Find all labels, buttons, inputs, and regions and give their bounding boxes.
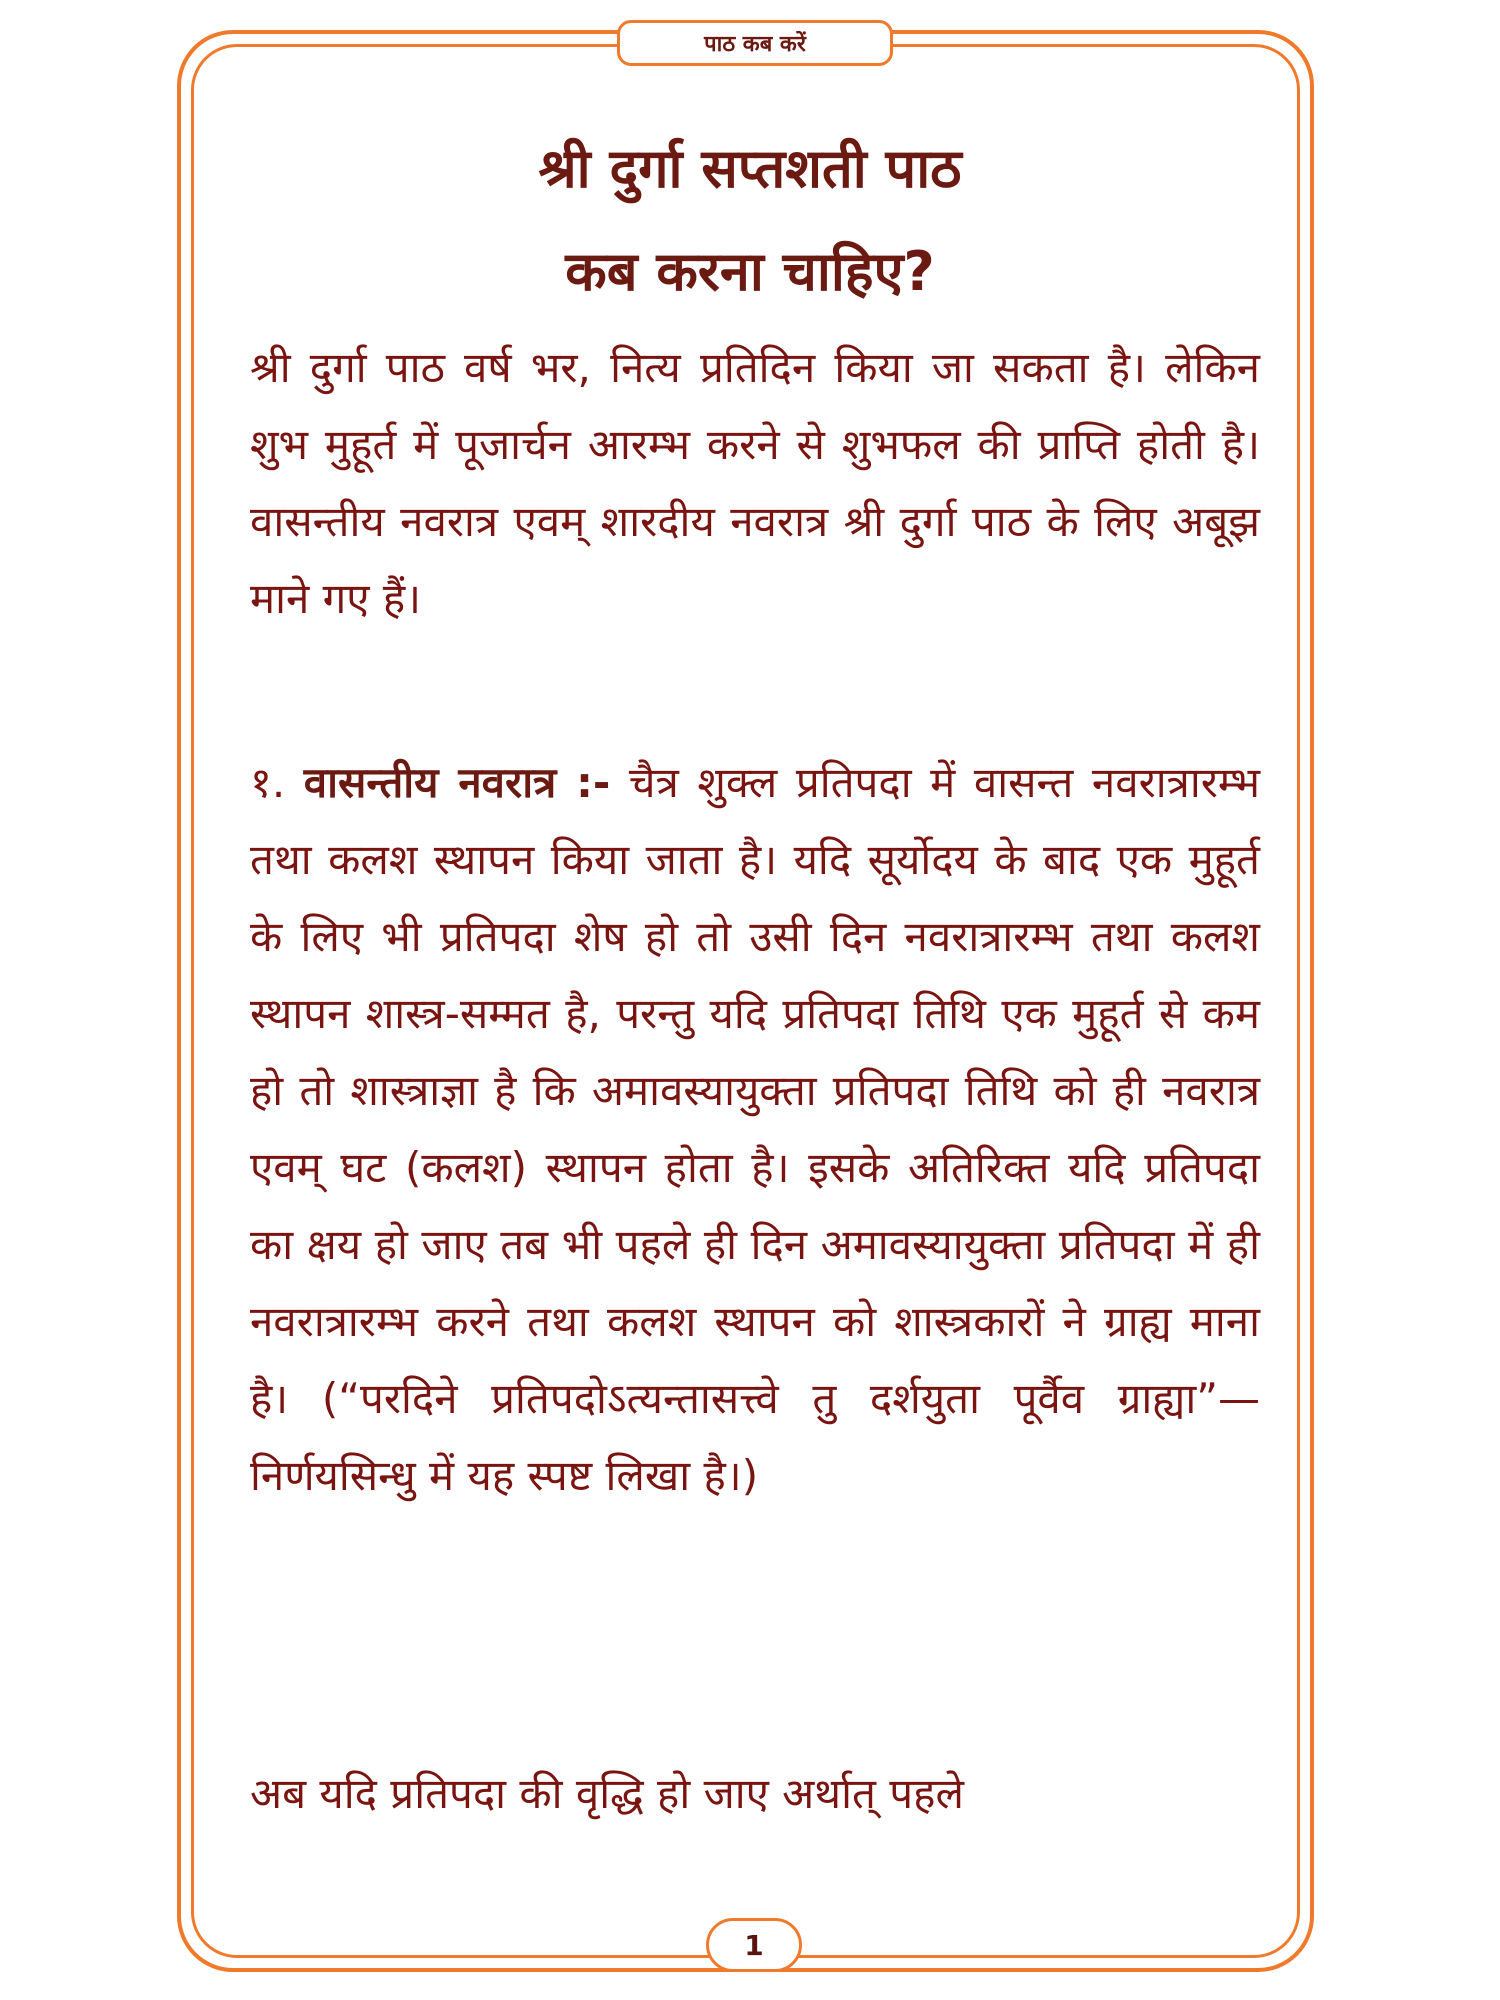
section-1-heading: वासन्तीय नवरात्र :- bbox=[303, 758, 611, 807]
running-header-label: पाठ कब करें bbox=[704, 32, 806, 57]
section-1-paragraph bbox=[250, 744, 1260, 1514]
section-1-text: चैत्र शुक्ल प्रतिपदा में वासन्त नवरात्रारम्भ तथा कलश स्थापन किया जाता है। यदि सूर्योदय के बाद एक मुहूर्त के लिए भी प्रतिपदा शेष हो तो उसी दिन नवरात्रारम्भ तथा कलश स्थापन शास्त्र-सम्मत है, परन्तु यदि प्रतिपदा तिथि एक मुहूर्त से कम हो तो शास्त्राज्ञा है कि अमावस्यायुक्ता प्रतिपदा तिथि को ही नवरात्र एवम् घट (कलश) स्थापन होता है। इसके अतिरिक्त यदि प्रतिपदा का क्षय हो जाए तब भी पहले ही दिन अमावस्यायुक्ता प्रतिपदा में ही नवरात्रारम्भ करने तथा कलश स्थापन को शास्त्रकारों ने ग्राह्य माना है। (“परदिने प्रतिपदोऽत्यन्तासत्त्वे तु दर्शयुता पूर्वैव ग्राह्या”—निर्णयसिन्धु में यह स्पष्ट लिखा है।) bbox=[250, 758, 1260, 1500]
running-header bbox=[617, 20, 893, 66]
section-1-number: १. bbox=[250, 758, 286, 807]
page-number-badge bbox=[706, 1918, 802, 1972]
page-number: 1 bbox=[744, 1928, 764, 1962]
intro-paragraph: श्री दुर्गा पाठ वर्ष भर, नित्य प्रतिदिन किया जा सकता है। लेकिन शुभ मुहूर्त में पूजार्चन आरम्भ करने से शुभफल की प्राप्ति होती है। वासन्तीय नवरात्र एवम् शारदीय नवरात्र श्री दुर्गा पाठ के लिए अबूझ माने गए हैं। bbox=[250, 343, 1260, 623]
page-title-line-1: श्री दुर्गा सप्तशती पाठ bbox=[538, 137, 962, 200]
page-title-line-2: कब करना चाहिए? bbox=[565, 240, 935, 303]
continuation-paragraph: अब यदि प्रतिपदा की वृद्धि हो जाए अर्थात् पहले bbox=[250, 1769, 964, 1818]
